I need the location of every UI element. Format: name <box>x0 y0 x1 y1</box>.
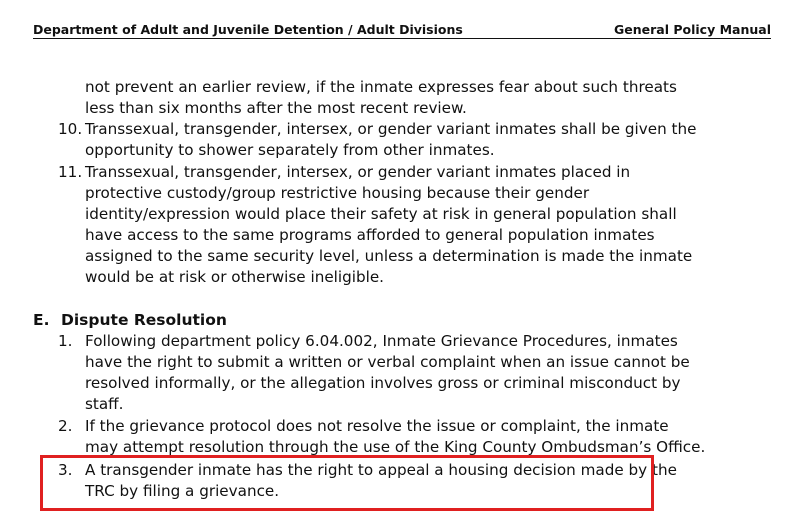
header-manual-title: General Policy Manual <box>614 22 771 37</box>
list-item-line: Following department policy 6.04.002, Inmate Grievance Procedures, inmates <box>85 332 678 350</box>
list-item-line: have access to the same programs afforded to general population inmates <box>85 226 655 244</box>
list-item-line: assigned to the same security level, unless a determination is made the inmate <box>85 247 693 265</box>
list-item-number: 10. <box>58 120 83 138</box>
section-title: Dispute Resolution <box>61 311 227 329</box>
list-item-line: opportunity to shower separately from other inmates. <box>85 141 495 159</box>
list-item-line: protective custody/group restrictive housing because their gender <box>85 184 590 202</box>
list-item-number: 1. <box>58 332 73 350</box>
highlight-box <box>40 455 654 511</box>
list-item-line: TRC by filing a grievance. <box>85 482 280 500</box>
section-letter: E. <box>33 311 50 329</box>
header-department-title: Department of Adult and Juvenile Detention / Adult Divisions <box>33 22 463 37</box>
list-item-line: staff. <box>85 395 124 413</box>
header-underline <box>33 38 771 39</box>
list-item-line: Transsexual, transgender, intersex, or gender variant inmates shall be given the <box>85 120 697 138</box>
list-item-line: would be at risk or otherwise ineligible. <box>85 268 384 286</box>
list-item-number: 2. <box>58 417 73 435</box>
list-item-line: resolved informally, or the allegation involves gross or criminal misconduct by <box>85 374 681 392</box>
continuation-line: not prevent an earlier review, if the inmate expresses fear about such threats <box>85 78 677 96</box>
list-item-number: 3. <box>58 461 73 479</box>
list-item-line: have the right to submit a written or verbal complaint when an issue cannot be <box>85 353 690 371</box>
list-item-line: Transsexual, transgender, intersex, or gender variant inmates placed in <box>85 163 631 181</box>
list-item-line: If the grievance protocol does not resolve the issue or complaint, the inmate <box>85 417 669 435</box>
page-header <box>33 22 771 40</box>
list-item-line: may attempt resolution through the use of the King County Ombudsman’s Office. <box>85 438 706 456</box>
list-item-number: 11. <box>58 163 83 181</box>
list-item-line: identity/expression would place their safety at risk in general population shall <box>85 205 677 223</box>
continuation-line: less than six months after the most recent review. <box>85 99 467 117</box>
list-item-line: A transgender inmate has the right to appeal a housing decision made by the <box>85 461 677 479</box>
